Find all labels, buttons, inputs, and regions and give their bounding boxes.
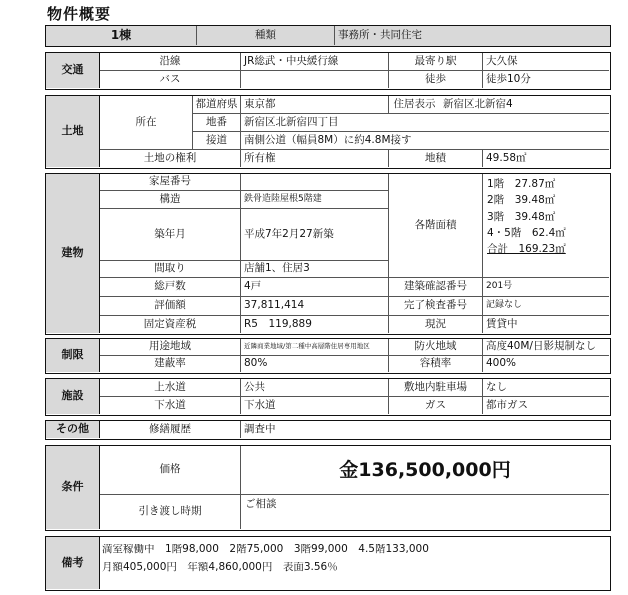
facility-section <box>45 378 611 416</box>
zone-label: 用途地域 <box>149 340 191 353</box>
land-right-label: 土地の権利 <box>100 149 240 167</box>
floor-total-row: 合計 169.23㎡ <box>487 243 566 256</box>
pref-value: 東京都 <box>240 96 388 113</box>
lot-value: 新宿区北新宿四丁目 <box>240 113 609 131</box>
appraisal-label: 評価額 <box>100 296 240 315</box>
permit-value: 201号 <box>482 277 609 296</box>
gas-value: 都市ガス <box>482 396 609 414</box>
sewer-value: 下水道 <box>240 396 388 414</box>
line-label: 沿線 <box>159 54 181 67</box>
walk-value: 徒歩10分 <box>482 70 609 88</box>
land-section-label: 土地 <box>46 96 100 167</box>
line-value: JR総武・中央緩行線 <box>240 53 388 70</box>
structure-value: 鉄骨造陸屋根5階建 <box>240 190 388 208</box>
remarks-section <box>45 536 611 591</box>
restriction-section <box>45 338 611 374</box>
house-no-label: 家屋番号 <box>149 175 191 188</box>
terms-section <box>45 445 611 531</box>
built-label: 築年月 <box>100 208 240 260</box>
type-value: 事務所・共同住宅 <box>334 26 609 45</box>
type-label: 種類 <box>196 26 334 45</box>
pref-label: 都道府県 <box>192 96 240 113</box>
terms-section-label: 条件 <box>46 446 100 529</box>
layout-value: 店舗1、住居3 <box>240 260 388 277</box>
building-name: 1棟 <box>110 27 132 42</box>
handover-value: ご相談 <box>240 494 609 529</box>
address-value: 新宿区北新宿4 <box>443 97 513 110</box>
repair-label: 修繕履歴 <box>149 422 191 435</box>
handover-label: 引き渡し時期 <box>100 494 240 529</box>
bus-label: バス <box>100 70 240 88</box>
station-label: 最寄り駅 <box>388 53 482 70</box>
remarks-section-label: 備考 <box>46 537 100 589</box>
repair-value: 調査中 <box>240 421 609 438</box>
floor-row-2: 2階 39.48㎡ <box>487 194 556 207</box>
remarks-line-1: 満室稼働中 1階98,000 2階75,000 3階99,000 4.5階133,000 <box>102 544 429 555</box>
road-label: 接道 <box>192 131 240 149</box>
bus-value <box>240 70 388 88</box>
floor-row-4: 4・5階 62.4㎡ <box>487 226 566 239</box>
built-value: 平成7年2月27新築 <box>240 208 388 260</box>
appraisal-value: 37,811,414 <box>240 296 388 315</box>
floor-area-label: 各階面積 <box>388 174 482 277</box>
water-value: 公共 <box>240 379 388 396</box>
land-section <box>45 95 611 169</box>
floor-area-list <box>482 174 609 277</box>
coverage-value: 80% <box>240 355 388 372</box>
land-area-value: 49.58㎡ <box>482 149 609 167</box>
zone-value: 近隣商業地域/第二種中高層階住居専用地区 <box>240 339 388 355</box>
price-label: 価格 <box>159 463 181 476</box>
fire-zone-value: 高度40M/日影規制なし <box>482 339 609 355</box>
status-label: 現況 <box>388 315 482 333</box>
restriction-section-label: 制限 <box>46 339 100 372</box>
address-label: 住居表示 <box>388 96 440 113</box>
inspection-label: 完了検査番号 <box>388 296 482 315</box>
traffic-section-label: 交通 <box>46 53 100 88</box>
coverage-label: 建蔽率 <box>100 355 240 372</box>
building-section <box>45 173 611 335</box>
location-label: 所在 <box>135 115 157 128</box>
floor-row-3: 3階 39.48㎡ <box>487 210 556 223</box>
property-tax-value: R5 119,889 <box>240 315 388 333</box>
gas-label: ガス <box>388 396 482 414</box>
inspection-value: 記録なし <box>482 296 609 315</box>
traffic-section <box>45 52 611 90</box>
station-value: 大久保 <box>482 53 609 70</box>
parking-label: 敷地内駐車場 <box>388 379 482 396</box>
structure-label: 構造 <box>100 190 240 208</box>
parking-value: なし <box>482 379 609 396</box>
land-right-value: 所有権 <box>240 149 388 167</box>
page-title: 物件概要 <box>47 5 112 23</box>
far-label: 容積率 <box>388 355 482 372</box>
remarks-line-2: 月額405,000円 年額4,860,000円 表面3.56％ <box>102 562 338 573</box>
land-area-label: 地積 <box>388 149 482 167</box>
other-section <box>45 420 611 440</box>
layout-label: 間取り <box>100 260 240 277</box>
fire-zone-label: 防火地域 <box>388 339 482 355</box>
far-value: 400% <box>482 355 609 372</box>
sewer-label: 下水道 <box>100 396 240 414</box>
water-label: 上水道 <box>154 380 186 393</box>
other-section-label: その他 <box>46 421 100 438</box>
property-tax-label: 固定資産税 <box>100 315 240 333</box>
lot-label: 地番 <box>192 113 240 131</box>
units-label: 総戸数 <box>100 277 240 296</box>
building-section-label: 建物 <box>46 174 100 333</box>
floor-row-1: 1階 27.87㎡ <box>487 178 556 190</box>
facility-section-label: 施設 <box>46 379 100 414</box>
house-no-value <box>240 174 388 190</box>
walk-label: 徒歩 <box>388 70 482 88</box>
price-value: 金136,500,000円 <box>240 446 609 494</box>
building-header-box <box>45 25 611 47</box>
permit-label: 建築確認番号 <box>388 277 482 296</box>
road-value: 南側公道（幅員8M）に約4.8M接す <box>240 131 609 149</box>
units-value: 4戸 <box>240 277 388 296</box>
status-value: 賃貸中 <box>482 315 609 333</box>
